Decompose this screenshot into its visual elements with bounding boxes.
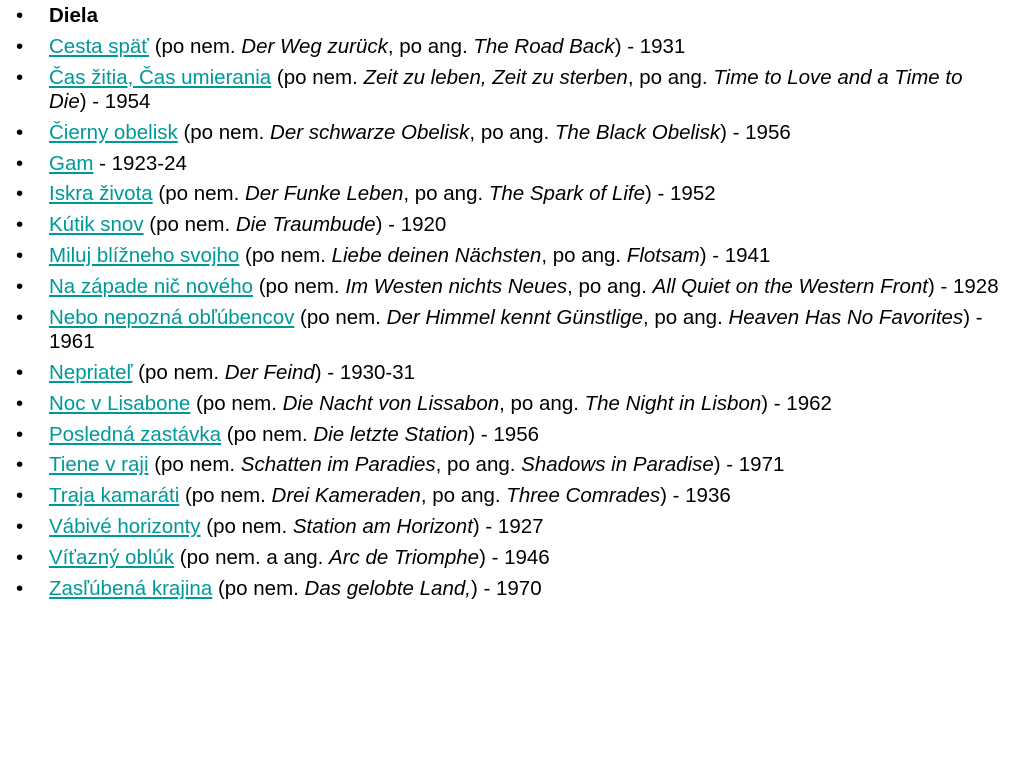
works-list (0, 4, 1000, 607)
list-item: • Nepriateľ (po nem. Der Feind) - 1930-31 (16, 360, 416, 384)
bullet-icon: • (16, 391, 24, 415)
work-title-link[interactable]: Traja kamaráti (49, 484, 180, 508)
german-title: Im Westen nichts Neues (345, 274, 568, 298)
list-heading (0, 4, 1000, 29)
list-item: • Vábivé horizonty (po nem. Station am Horizont) - 1927 (16, 514, 544, 538)
german-title: Der schwarze Obelisk (270, 120, 470, 144)
list-item: • Kútik snov (po nem. Die Traumbude) - 1920 (16, 213, 447, 237)
german-title: Der Funke Leben (244, 182, 404, 206)
list-item: • Čierny obelisk (po nem. Der schwarze Obelisk, po ang. The Black Obelisk) - 1956 (16, 120, 791, 144)
list-item: • Gam - 1923-24 (16, 151, 187, 175)
english-title: The Spark of Life (488, 182, 645, 206)
german-title: Liebe deinen Nächsten (331, 244, 542, 268)
list-item: • Čas žitia, Čas umierania (po nem. Zeit zu leben, Zeit zu sterben, po ang. Time to Love and a Time to Die) - 1954 (16, 65, 963, 114)
list-item: • Nebo nepozná obľúbencov (po nem. Der Himmel kennt Günstlige, po ang. Heaven Has No Favorites) - 1961 (16, 305, 983, 354)
work-title-link[interactable]: Vábivé horizonty (49, 514, 201, 538)
work-title-link[interactable]: Čierny obelisk (49, 120, 178, 144)
work-title-link[interactable]: Kútik snov (49, 213, 144, 237)
bullet-icon: • (16, 34, 24, 58)
work-title-link[interactable]: Zasľúbená krajina (49, 576, 213, 600)
german-title: Der Weg zurück (241, 34, 388, 58)
bullet-icon: • (16, 360, 24, 384)
german-title: Die letzte Station (313, 422, 469, 446)
bullet-icon: • (16, 244, 24, 268)
work-title-link[interactable]: Cesta späť (49, 34, 149, 58)
work-title-link[interactable]: Na západe nič nového (49, 274, 254, 298)
german-title: Das gelobte Land, (304, 576, 471, 600)
work-title-link[interactable]: Iskra života (49, 182, 153, 206)
german-title: Die Traumbude (235, 213, 376, 237)
bullet-icon: • (16, 545, 24, 569)
work-title-link[interactable]: Víťazný oblúk (49, 545, 175, 569)
bullet-icon: • (16, 120, 24, 144)
work-title-link[interactable]: Miluj blížneho svojho (49, 244, 240, 268)
work-title-link[interactable]: Posledná zastávka (49, 422, 222, 446)
bullet-icon: • (16, 65, 24, 89)
english-title: All Quiet on the Western Front (652, 274, 928, 298)
english-title: Flotsam (626, 244, 700, 268)
list-item: • Iskra života (po nem. Der Funke Leben, po ang. The Spark of Life) - 1952 (16, 182, 716, 206)
list-item: • Traja kamaráti (po nem. Drei Kameraden, po ang. Three Comrades) - 1936 (16, 484, 731, 508)
bullet-icon: • (16, 305, 24, 329)
bullet-icon: • (16, 576, 24, 600)
work-title-link[interactable]: Nepriateľ (49, 360, 133, 384)
work-title-link[interactable]: Nebo nepozná obľúbencov (49, 305, 295, 329)
work-title-link[interactable]: Gam (49, 151, 94, 175)
german-title: Drei Kameraden (271, 484, 421, 508)
list-item: • Cesta späť (po nem. Der Weg zurück, po ang. The Road Back) - 1931 (16, 34, 686, 58)
bullet-icon: • (16, 274, 24, 298)
german-title: Zeit zu leben, Zeit zu sterben (363, 65, 628, 89)
bullet-icon: • (16, 182, 24, 206)
work-title-link[interactable]: Noc v Lisabone (49, 391, 191, 415)
work-title-link[interactable]: Tiene v raji (49, 453, 149, 477)
list-item: • Zasľúbená krajina (po nem. Das gelobte Land,) - 1970 (16, 576, 542, 600)
english-title: Time to Love and a Time to Die (49, 65, 963, 114)
english-title: The Road Back (473, 34, 615, 58)
bullet-icon: • (16, 514, 24, 538)
bullet-icon: • (16, 151, 24, 175)
bullet-icon: • (16, 484, 24, 508)
list-item: • Tiene v raji (po nem. Schatten im Paradies, po ang. Shadows in Paradise) - 1971 (16, 453, 785, 477)
list-item: • Víťazný oblúk (po nem. a ang. Arc de Triomphe) - 1946 (16, 545, 550, 569)
list-item: • Noc v Lisabone (po nem. Die Nacht von Lissabon, po ang. The Night in Lisbon) - 1962 (16, 391, 832, 415)
english-title: Shadows in Paradise (521, 453, 714, 477)
bullet-icon: • (16, 4, 24, 27)
german-title: Die Nacht von Lissabon (282, 391, 500, 415)
german-title: Der Feind (224, 360, 315, 384)
section-heading: Diela (49, 4, 98, 27)
german-title: Arc de Triomphe (329, 545, 480, 569)
bullet-icon: • (16, 453, 24, 477)
bullet-icon: • (16, 213, 24, 237)
english-title: Heaven Has No Favorites (728, 305, 964, 329)
english-title: The Black Obelisk (554, 120, 721, 144)
german-title: Schatten im Paradies (240, 453, 436, 477)
work-title-link[interactable]: Čas žitia, Čas umierania (49, 65, 272, 89)
english-title: Three Comrades (506, 484, 661, 508)
english-title: The Night in Lisbon (584, 391, 762, 415)
german-title: Der Himmel kennt Günstlige (386, 305, 643, 329)
list-item: • Na západe nič nového (po nem. Im Westen nichts Neues, po ang. All Quiet on the Western Front) - 1928 (16, 274, 999, 298)
german-title: Station am Horizont (292, 514, 473, 538)
list-item: • Posledná zastávka (po nem. Die letzte Station) - 1956 (16, 422, 540, 446)
bullet-icon: • (16, 422, 24, 446)
list-item: • Miluj blížneho svojho (po nem. Liebe deinen Nächsten, po ang. Flotsam) - 1941 (16, 244, 771, 268)
